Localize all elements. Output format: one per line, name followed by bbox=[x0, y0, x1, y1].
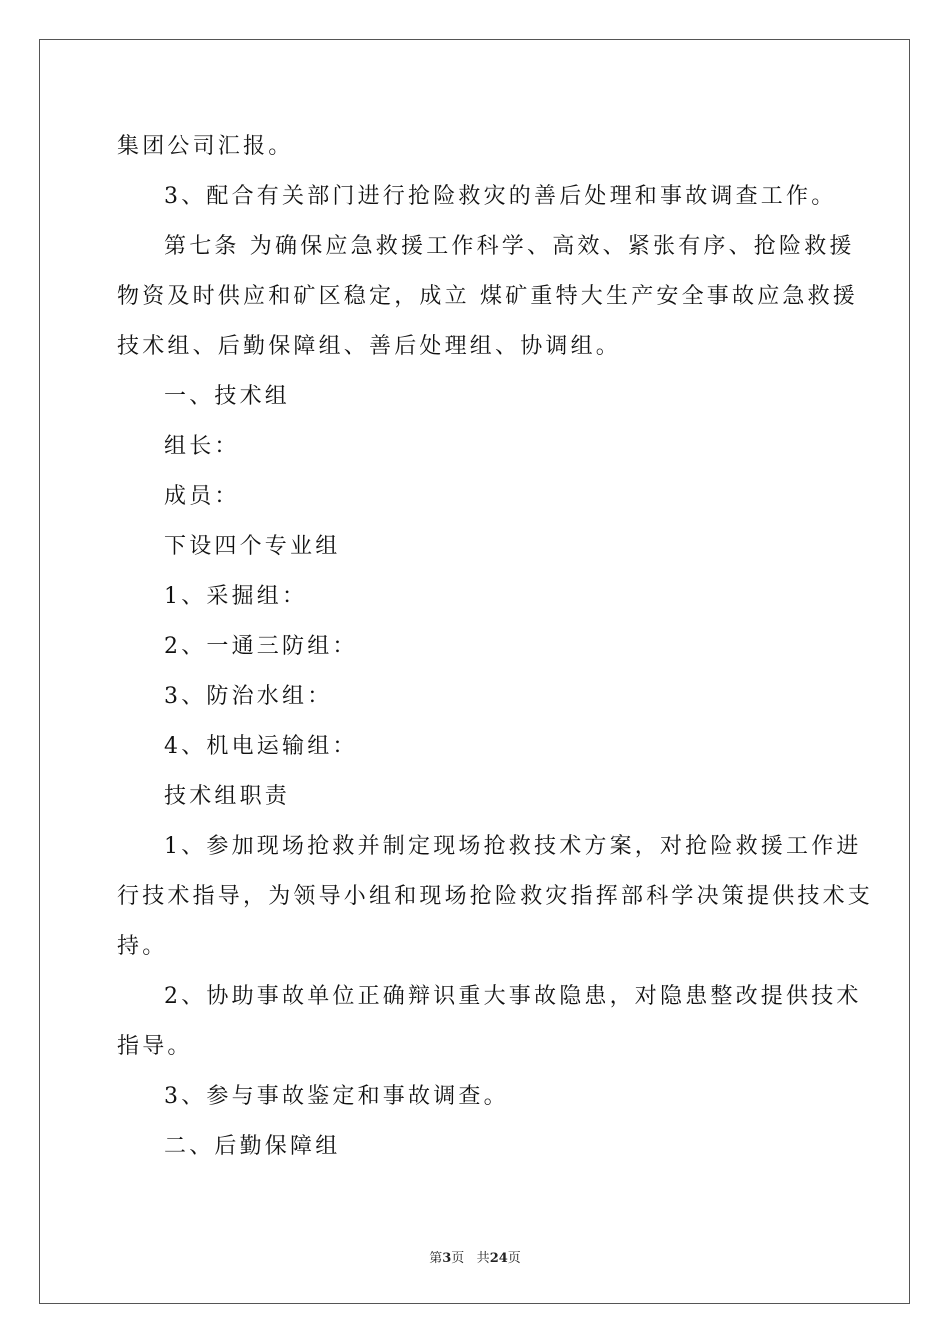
section-heading: 一、技术组 bbox=[164, 384, 291, 409]
footer-prefix: 第 bbox=[429, 1251, 443, 1266]
text-line: 成员： bbox=[164, 484, 240, 509]
text-line: 技术组、后勤保障组、善后处理组、协调组。 bbox=[117, 334, 622, 359]
section-heading: 二、后勤保障组 bbox=[164, 1134, 341, 1159]
text-line: 3、配合有关部门进行抢险救灾的善后处理和事故调查工作。 bbox=[164, 184, 837, 209]
footer-page-suffix: 页 bbox=[451, 1251, 465, 1266]
section-heading: 技术组职责 bbox=[164, 784, 291, 809]
text-line: 1、参加现场抢救并制定现场抢救技术方案，对抢险救援工作进 bbox=[164, 834, 862, 859]
text-line: 组长： bbox=[164, 434, 240, 459]
list-item: 1、采掘组： bbox=[164, 584, 308, 609]
footer-total-prefix: 共 bbox=[476, 1251, 490, 1266]
list-item: 2、一通三防组： bbox=[164, 634, 358, 659]
text-line: 持。 bbox=[117, 934, 168, 959]
text-line: 集团公司汇报。 bbox=[117, 134, 294, 159]
page-footer bbox=[0, 1247, 950, 1266]
page-border bbox=[39, 39, 910, 1304]
current-page-number: 3 bbox=[442, 1251, 452, 1266]
text-line: 第七条 为确保应急救援工作科学、高效、紧张有序、抢险救援 bbox=[164, 234, 855, 259]
text-line: 指导。 bbox=[117, 1034, 193, 1059]
footer-total-suffix: 页 bbox=[507, 1251, 521, 1266]
text-line: 行技术指导，为领导小组和现场抢险救灾指挥部科学决策提供技术支 bbox=[117, 884, 874, 909]
list-item: 3、防治水组： bbox=[164, 684, 333, 709]
list-item: 4、机电运输组： bbox=[164, 734, 358, 759]
text-line: 物资及时供应和矿区稳定，成立 煤矿重特大生产安全事故应急救援 bbox=[117, 284, 858, 309]
text-line: 下设四个专业组 bbox=[164, 534, 341, 559]
total-page-count: 24 bbox=[489, 1251, 508, 1266]
text-line: 3、参与事故鉴定和事故调查。 bbox=[164, 1084, 509, 1109]
text-line: 2、协助事故单位正确辩识重大事故隐患，对隐患整改提供技术 bbox=[164, 984, 862, 1009]
